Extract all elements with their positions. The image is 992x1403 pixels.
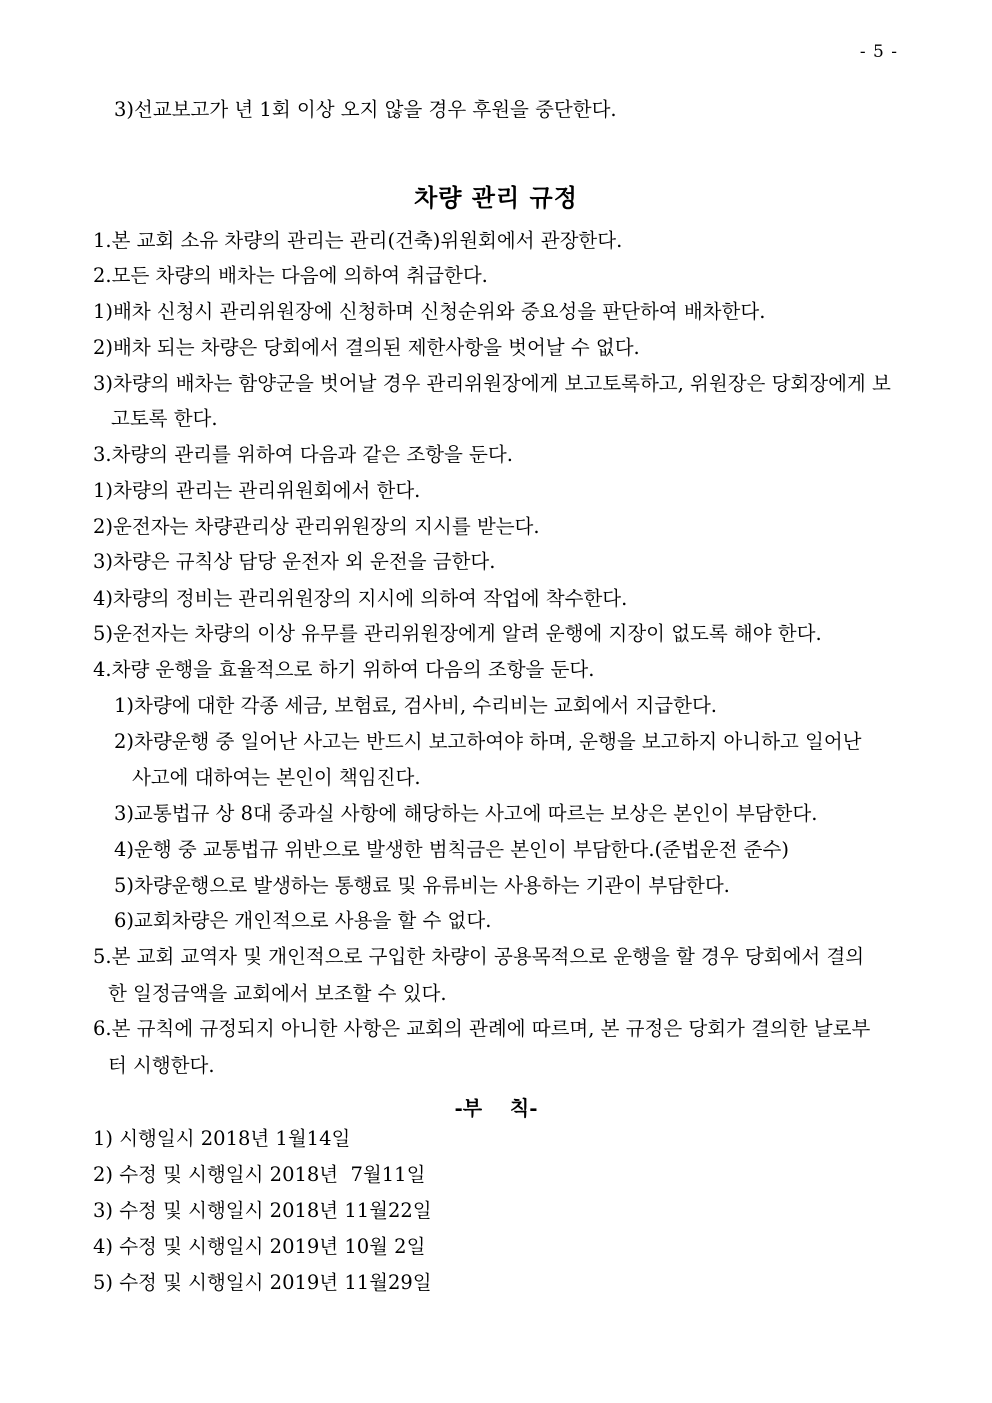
clause-line: 3)교통법규 상 8대 중과실 사항에 해당하는 사고에 따르는 보상은 본인이 부담한다. <box>114 802 818 825</box>
clause-line: 2)차량운행 중 일어난 사고는 반드시 보고하여야 하며, 운행을 보고하지 아니하고 일어난 <box>114 730 862 753</box>
clause-line: 4)차량의 정비는 관리위원장의 지시에 의하여 작업에 착수한다. <box>93 587 628 610</box>
article-line: 2.모든 차량의 배차는 다음에 의하여 취급한다. <box>93 264 488 287</box>
document-title: 차량 관리 규정 <box>414 183 578 212</box>
intro-line: 3)선교보고가 년 1회 이상 오지 않을 경우 후원을 중단한다. <box>114 98 617 121</box>
clause-line: 6)교회차량은 개인적으로 사용을 할 수 없다. <box>114 909 492 932</box>
page-number: - 5 - <box>859 42 898 62</box>
clause-line: 5)차량운행으로 발생하는 통행료 및 유류비는 사용하는 기관이 부담한다. <box>114 874 730 897</box>
article-line: 6.본 규칙에 규정되지 아니한 사항은 교회의 관례에 따르며, 본 규정은 당회가 결의한 날로부 <box>93 1017 871 1040</box>
article-line: 4.차량 운행을 효율적으로 하기 위하여 다음의 조항을 둔다. <box>93 658 595 681</box>
appendix-item: 2) 수정 및 시행일시 2018년 7월11일 <box>93 1163 426 1186</box>
appendix-item: 1) 시행일시 2018년 1월14일 <box>93 1127 351 1150</box>
appendix-item: 3) 수정 및 시행일시 2018년 11월22일 <box>93 1199 432 1222</box>
clause-line: 1)차량에 대한 각종 세금, 보험료, 검사비, 수리비는 교회에서 지급한다. <box>114 694 717 717</box>
clause-line: 2)운전자는 차량관리상 관리위원장의 지시를 받는다. <box>93 515 540 538</box>
appendix-title: -부 칙- <box>454 1096 538 1120</box>
article-line: 3.차량의 관리를 위하여 다음과 같은 조항을 둔다. <box>93 443 513 466</box>
appendix-item: 4) 수정 및 시행일시 2019년 10월 2일 <box>93 1235 426 1258</box>
clause-line: 사고에 대하여는 본인이 책임진다. <box>132 766 421 789</box>
clause-line: 3)차량의 배차는 함양군을 벗어날 경우 관리위원장에게 보고토록하고, 위원장은 당회장에게 보 <box>93 372 891 395</box>
clause-line: 한 일정금액을 교회에서 보조할 수 있다. <box>108 982 447 1005</box>
clause-line: 1)배차 신청시 관리위원장에 신청하며 신청순위와 중요성을 판단하여 배차한다. <box>93 300 766 323</box>
clause-line: 2)배차 되는 차량은 당회에서 결의된 제한사항을 벗어날 수 없다. <box>93 336 640 359</box>
article-line: 1.본 교회 소유 차량의 관리는 관리(건축)위원회에서 관장한다. <box>93 229 623 252</box>
clause-line: 4)운행 중 교통법규 위반으로 발생한 범칙금은 본인이 부담한다.(준법운전 준수) <box>114 838 789 861</box>
clause-line: 3)차량은 규칙상 담당 운전자 외 운전을 금한다. <box>93 550 496 573</box>
clause-line: 고토록 한다. <box>111 407 218 430</box>
appendix-item: 5) 수정 및 시행일시 2019년 11월29일 <box>93 1271 432 1294</box>
clause-line: 5)운전자는 차량의 이상 유무를 관리위원장에게 알려 운행에 지장이 없도록 해야 한다. <box>93 622 822 645</box>
clause-line: 터 시행한다. <box>108 1054 215 1077</box>
clause-line: 1)차량의 관리는 관리위원회에서 한다. <box>93 479 421 502</box>
article-line: 5.본 교회 교역자 및 개인적으로 구입한 차량이 공용목적으로 운행을 할 경우 당회에서 결의 <box>93 945 865 968</box>
